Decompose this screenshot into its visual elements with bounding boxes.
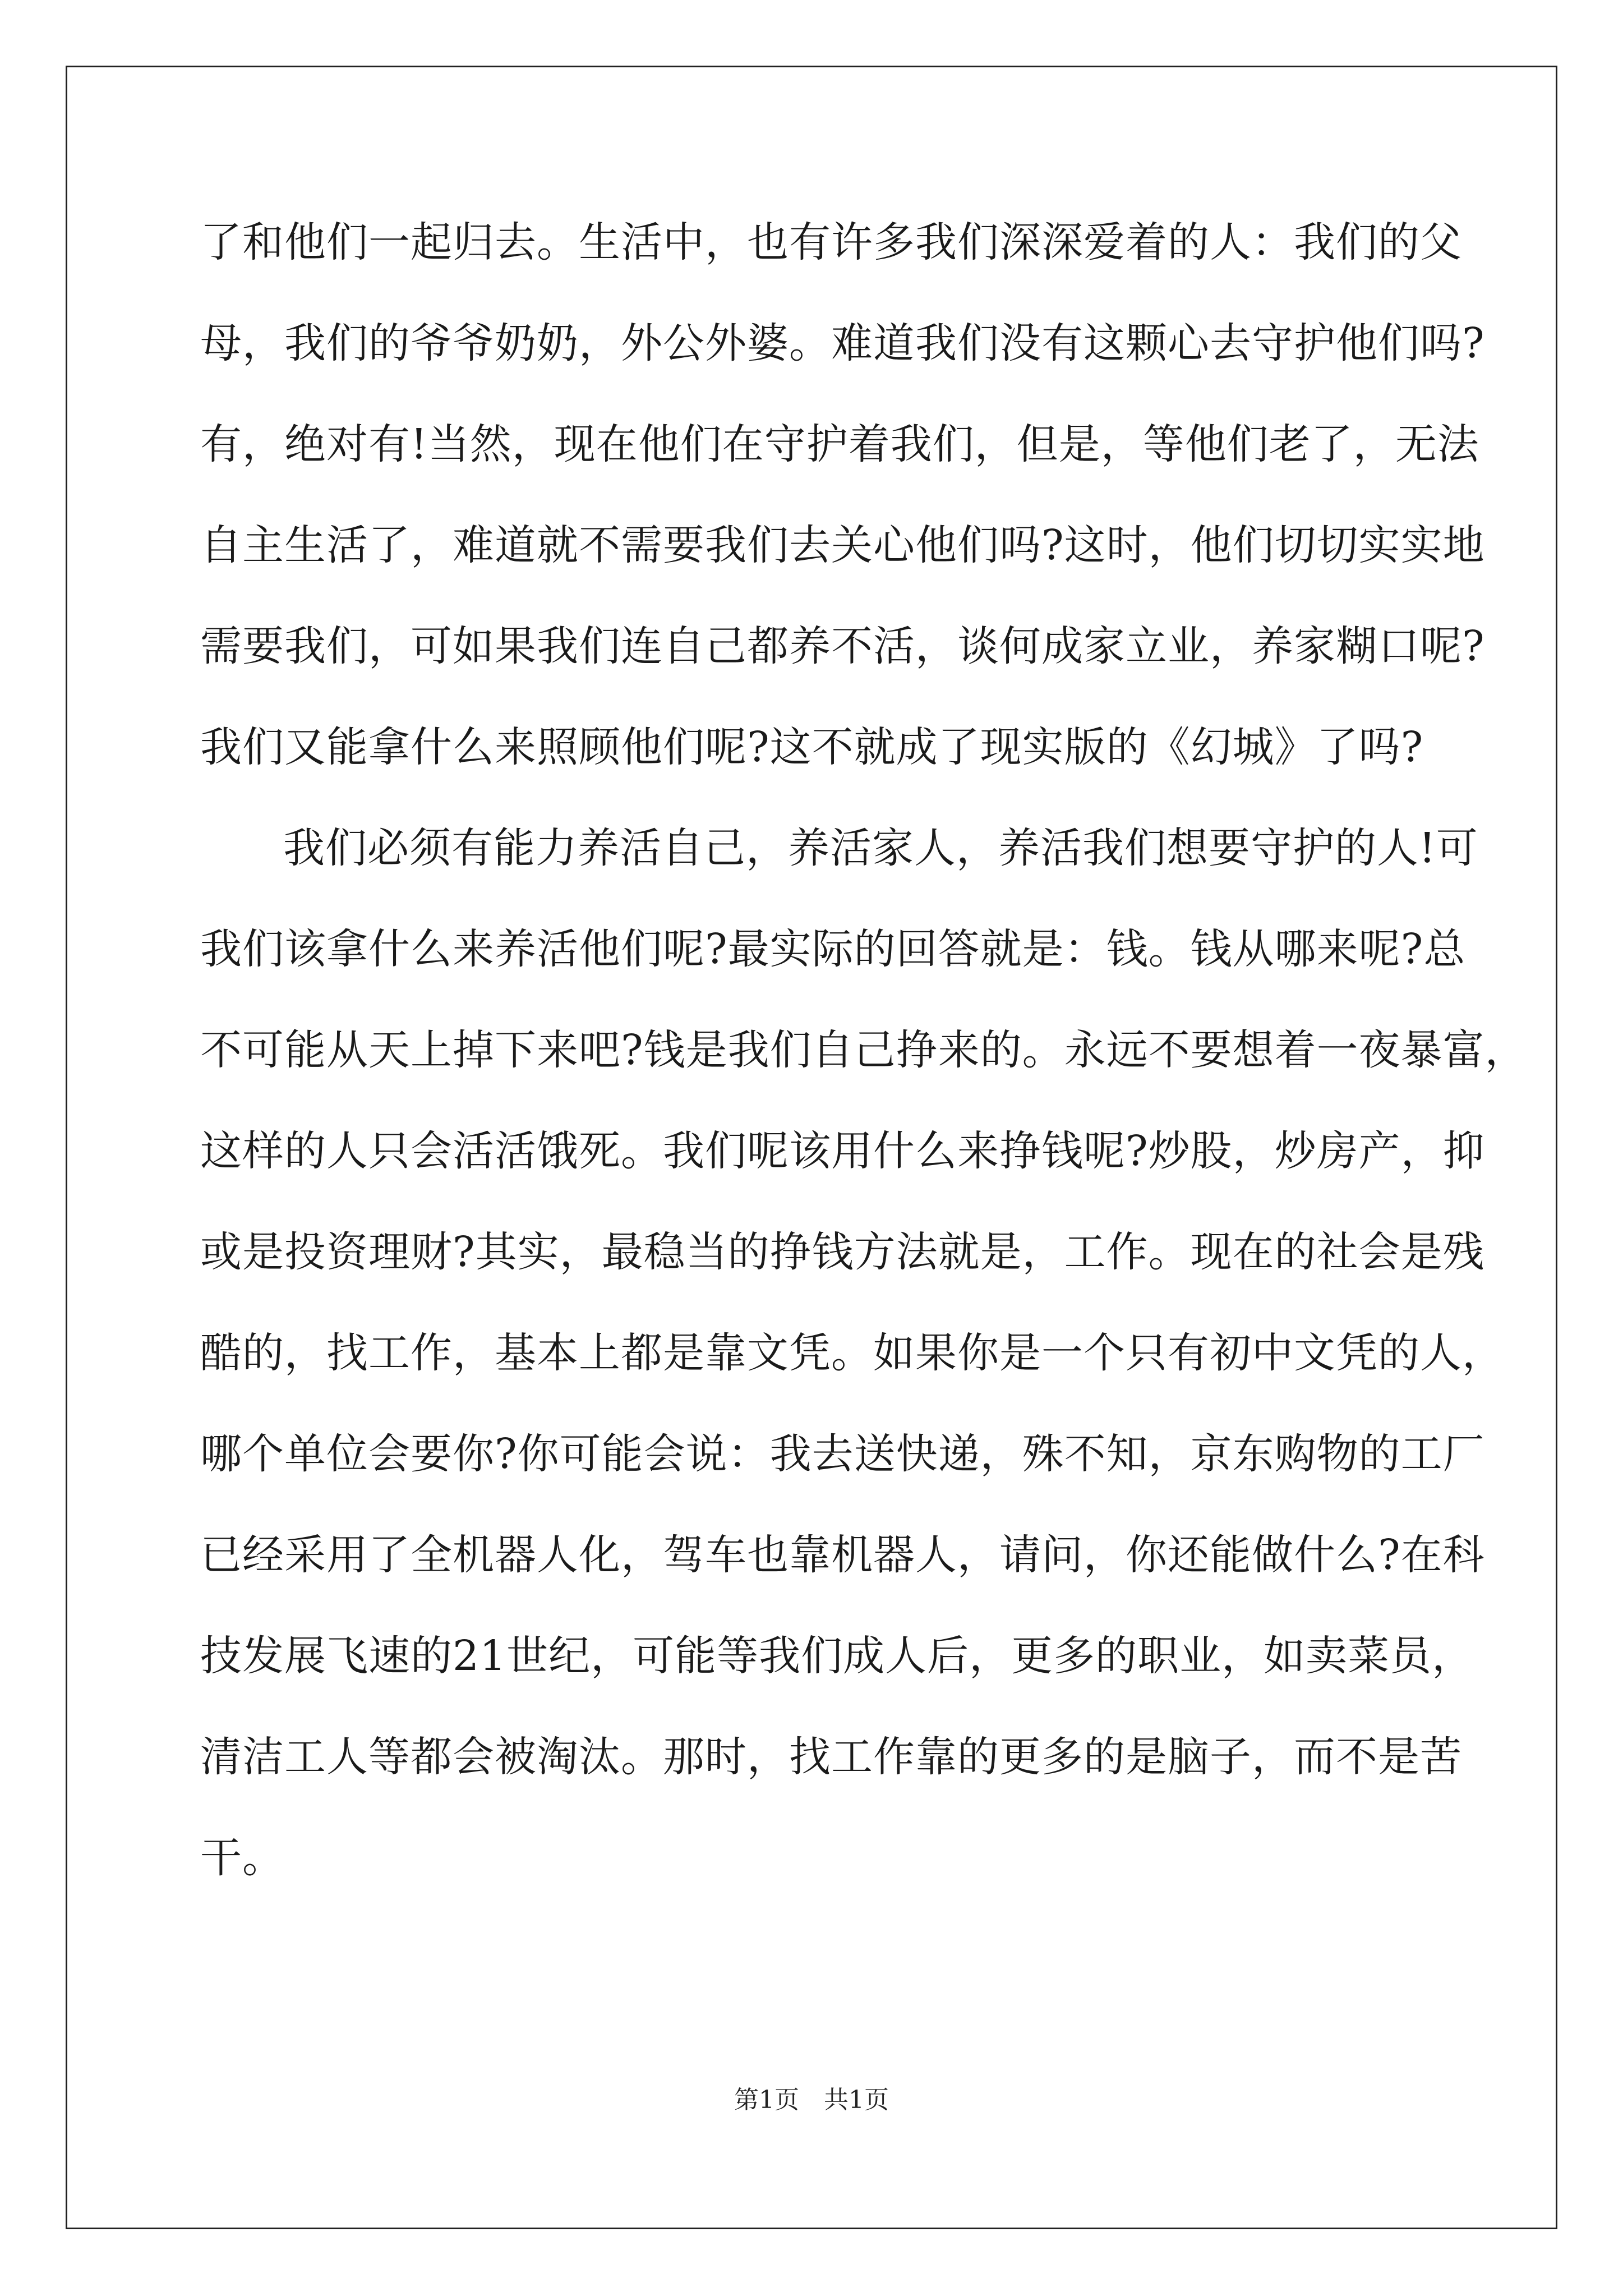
paragraph — [200, 209, 1485, 815]
text-line: 干。 — [200, 1834, 284, 1882]
text-line: 或是投资理财?其实，最稳当的挣钱方法就是，工作。现在的社会是残 — [200, 1228, 1485, 1276]
text-line: 技发展飞速的21世纪，可能等我们成人后，更多的职业，如卖菜员， — [200, 1632, 1474, 1680]
text-line: 自主生活了，难道就不需要我们去关心他们吗?这时，他们切切实实地 — [200, 521, 1485, 569]
text-line: 我们必须有能力养活自己，养活家人，养活我们想要守护的人!可 — [283, 824, 1478, 872]
text-line: 我们该拿什么来养活他们呢?最实际的回答就是：钱。钱从哪来呢?总 — [200, 925, 1466, 973]
text-line: 不可能从天上掉下来吧?钱是我们自己挣来的。永远不要想着一夜暴富， — [200, 1026, 1527, 1074]
text-line: 这样的人只会活活饿死。我们呢该用什么来挣钱呢?炒股，炒房产，抑 — [200, 1127, 1485, 1175]
text-line: 已经采用了全机器人化，驾车也靠机器人，请问，你还能做什么?在科 — [200, 1531, 1485, 1579]
text-line: 酷的，找工作，基本上都是靠文凭。如果你是一个只有初中文凭的人， — [200, 1329, 1504, 1377]
page-footer: 第1页 共1页 — [734, 2086, 889, 2114]
text-line: 有，绝对有!当然，现在他们在守护着我们，但是，等他们老了，无法 — [200, 420, 1479, 468]
text-line: 了和他们一起归去。生活中，也有许多我们深深爱着的人：我们的父 — [200, 218, 1462, 266]
text-line: 哪个单位会要你?你可能会说：我去送快递，殊不知，京东购物的工厂 — [200, 1430, 1485, 1478]
text-line: 母，我们的爷爷奶奶，外公外婆。难道我们没有这颗心去守护他们吗? — [200, 319, 1485, 367]
paragraph — [200, 815, 1527, 1925]
document-body — [200, 209, 1527, 1925]
text-line: 我们又能拿什么来照顾他们呢?这不就成了现实版的《幻城》了吗? — [200, 723, 1424, 771]
text-line: 需要我们，可如果我们连自己都养不活，谈何成家立业，养家糊口呢? — [200, 622, 1485, 670]
text-line: 清洁工人等都会被淘汰。那时，找工作靠的更多的是脑子，而不是苦 — [200, 1733, 1462, 1781]
